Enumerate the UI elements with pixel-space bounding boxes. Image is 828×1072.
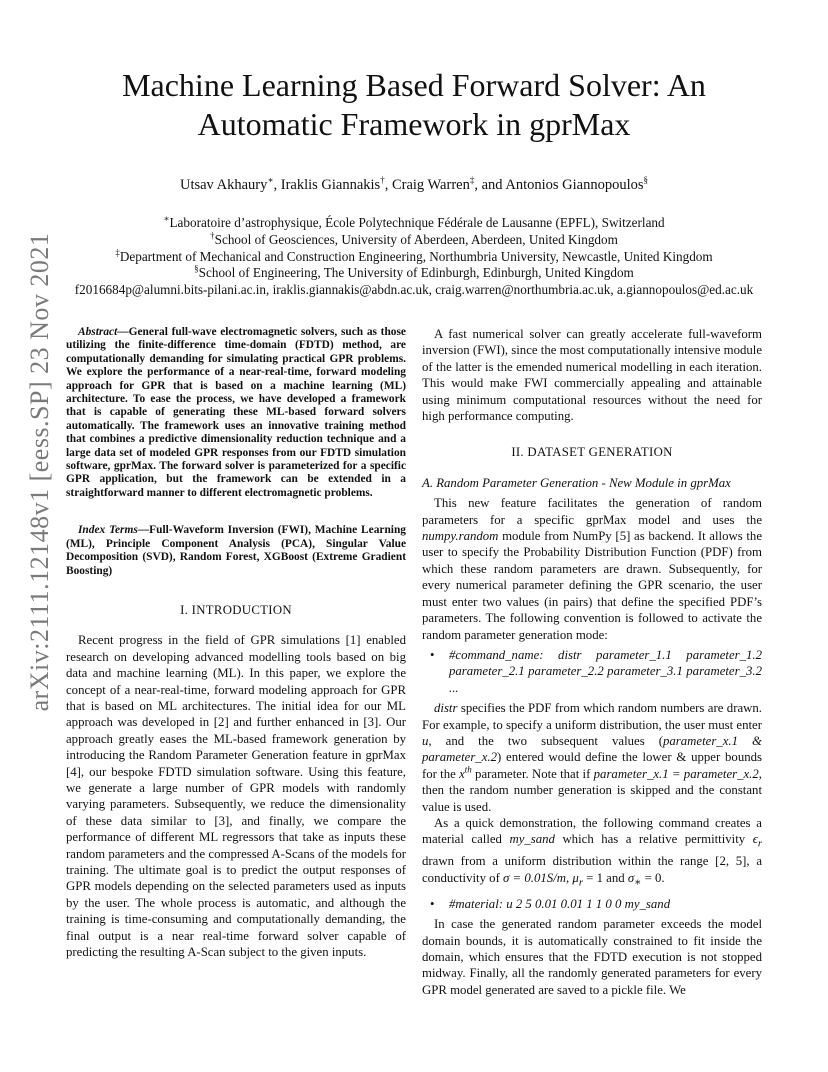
section-heading: II. DATASET GENERATION bbox=[511, 445, 673, 460]
affiliation bbox=[40, 232, 788, 248]
author-mark: ∗ bbox=[267, 175, 274, 186]
affiliation-text: School of Geosciences, University of Aberdeen, Aberdeen, United Kingdom bbox=[214, 232, 618, 247]
paragraph: In case the generated random parameter exceeds the model domain bounds, it is automatically constrained to fit inside the domain, which ensures that the FDTD execution is not stopped midway. Finally, all the randomly generated parameters for every GPR model generated are saved to a pickle file. We bbox=[422, 917, 762, 997]
text-emphasis: distr bbox=[434, 701, 458, 716]
math-symbol: x bbox=[459, 766, 465, 781]
text-emphasis: my_sand bbox=[509, 832, 555, 847]
affiliation-text: Laboratoire d’astrophysique, École Polytechnique Fédérale de Lausanne (EPFL), Switzerland bbox=[169, 215, 665, 230]
title-line-2: Automatic Framework in gprMax bbox=[197, 106, 631, 142]
index-terms bbox=[66, 524, 406, 578]
right-column bbox=[422, 326, 762, 998]
text-run: , and the two subsequent values ( bbox=[428, 733, 663, 748]
math-symbol: σ bbox=[627, 870, 635, 885]
text-run: = 1 and bbox=[582, 870, 628, 885]
command-text: #command_name: distr parameter_1.1 parameter_1.2 parameter_2.1 parameter_2.2 parameter_3.1 parameter_3.2 ... bbox=[449, 647, 762, 695]
abstract-text: —General full-wave electromagnetic solvers, such as those utilizing the finite-difference time-domain (FDTD) method, are computationally demanding for simulating practical GPR problems. We explore the performance of a near-real-time, forward modeling approach for GPR that is based on a machine learning (ML) architecture. To ease the process, we have developed a framework that is capable of generating these ML-based forward solvers automatically. The framework uses an innovative training method that combines a predictive dimensionality reduction technique and a large data set of modeled GPR responses from our FDTD simulation software, gprMax. The forward solver is parameterized for a specific GPR application, but the framework can be extended in a straightforward manner to different electromagnetic problems. bbox=[66, 326, 406, 499]
author-name: Iraklis Giannakis bbox=[280, 177, 381, 193]
text-emphasis: numpy.random bbox=[422, 529, 499, 544]
math-symbol: μ bbox=[572, 870, 579, 885]
paragraph bbox=[422, 815, 762, 892]
author-name: Utsav Akhaury bbox=[179, 177, 268, 193]
text-run: As a quick demonstration, the following command creates a material called bbox=[422, 815, 762, 847]
author-mark: § bbox=[643, 175, 649, 186]
math-subscript: r bbox=[578, 877, 583, 889]
index-terms-text: —Full-Waveform Inversion (FWI), Machine Learning (ML), Principle Component Analysis (PCA), Singular Value Decomposition (SVD), Random Forest, XGBoost (Extreme Gradient Boosting) bbox=[66, 524, 406, 577]
author-mark: † bbox=[380, 175, 385, 186]
intro-paragraph-2: A fast numerical solver can greatly accelerate full-waveform inversion (FWI), since the most computationally intensive module of the latter is the emended numerical modelling in each iteration. This would make FWI commercially appealing and attainable using minimum computational resources without the need for high performance computing. bbox=[422, 327, 762, 424]
bullet-icon: • bbox=[430, 647, 435, 662]
left-column bbox=[66, 326, 406, 960]
text-run: drawn from a uniform distribution within the range [2, 5], a conductivity of bbox=[422, 854, 762, 885]
math-expression: σ = 0.01S/m bbox=[503, 870, 566, 885]
list-item bbox=[422, 896, 762, 912]
affiliation-mark: ∗ bbox=[163, 213, 170, 224]
section-heading: I. INTRODUCTION bbox=[180, 602, 292, 617]
text-run: This new feature facilitates the generation of random parameters for a specific gprMax model and uses the bbox=[422, 496, 762, 527]
paragraph bbox=[422, 495, 762, 643]
command-text: #material: u 2 5 0.01 0.01 1 1 0 0 my_sand bbox=[449, 896, 671, 911]
intro-paragraph: Recent progress in the field of GPR simulations [1] enabled research on developing advanced modelling tools based on big data and machine learning (ML). In this paper, we explore the concept of a near-real-time, forward modeling approach for GPR that is based on ML architectures. The initial idea for our ML approach was developed in [2] and further enhanced in [3]. Our approach greatly eases the ML-based framework generation by introducing the Random Parameter Generation feature in gprMax [4], our bespoke FDTD simulation software. Using this feature, we generate a large number of GPR models with randomly varying parameters. Subsequently, we reduce the dimensionality of these data similar to [3], and finally, we compare the performance of different ML regressors that take as inputs these random parameters and the compressed A-Scans of the models for training. The ultimate goal is to predict the output responses of GPR models depending on the selected parameters used as inputs by the user. The whole process is automatic, and although the training is time-consuming and computationally demanding, the final output is a near real-time forward solver capable of predicting the resulting A-Scan subject to the given inputs. bbox=[66, 633, 406, 960]
author-name: Craig Warren bbox=[391, 177, 470, 193]
text-run: , bbox=[565, 870, 573, 885]
text-emphasis: parameter_x.1 & parameter_x.2 bbox=[422, 733, 762, 765]
affiliation bbox=[40, 215, 788, 231]
math-subscript: r bbox=[757, 838, 762, 850]
math-subscript: ∗ bbox=[634, 877, 642, 889]
text-run: specifies the PDF from which random numbers are drawn. For example, to specify a uniform distribution, the user must enter bbox=[422, 701, 762, 732]
author-emails: f2016684p@alumni.bits-pilani.ac.in, iraklis.giannakis@abdn.ac.uk, craig.warren@northumbria.ac.uk, a.giannopoulos@ed.ac.uk bbox=[74, 282, 754, 297]
text-run: ) entered would define the lower & upper bounds for the bbox=[422, 750, 762, 781]
author-list bbox=[60, 177, 768, 194]
affiliation-mark: † bbox=[210, 230, 215, 241]
text-run: , then the random number generation is skipped and the constant value is used. bbox=[422, 766, 762, 814]
list-item bbox=[422, 647, 762, 696]
title-line-1: Machine Learning Based Forward Solver: An bbox=[122, 67, 706, 103]
bullet-icon: • bbox=[430, 896, 435, 911]
paragraph bbox=[422, 700, 762, 815]
author-separator: , bbox=[384, 177, 392, 193]
text-run: which has a relative permittivity bbox=[554, 832, 753, 847]
author-mark: ‡ bbox=[469, 175, 475, 186]
text-run: module from NumPy [5] as backend. It allows the user to specify the Probability Distribution Function (PDF) from which these random parameters are drawn. Subsequently, for every numerical parameter defining the GPR scenario, the user must enter two values (in pairs) that define the specified PDF’s parameters. The following convention is followed to activate the random parameter generation mode: bbox=[422, 529, 762, 642]
author-name: Antonios Giannopoulos bbox=[505, 177, 644, 193]
affiliation-mark: § bbox=[194, 263, 199, 274]
arxiv-id: arXiv:2111.12148v1 [eess.SP] 23 Nov 2021 bbox=[25, 232, 54, 712]
index-terms-label: Index Terms bbox=[78, 524, 138, 537]
text-emphasis: u bbox=[422, 733, 429, 748]
math-symbol: ϵ bbox=[752, 832, 758, 847]
text-run: = 0. bbox=[641, 870, 665, 885]
paper-title bbox=[60, 66, 768, 144]
math-superscript: th bbox=[464, 764, 472, 775]
arxiv-stamp bbox=[20, 232, 60, 712]
author-separator: , bbox=[273, 177, 281, 193]
abstract bbox=[66, 326, 406, 500]
abstract-label: Abstract bbox=[78, 326, 118, 338]
affiliation bbox=[40, 249, 788, 265]
affiliation-mark: ‡ bbox=[115, 247, 120, 258]
affiliation-text: School of Engineering, The University of Edinburgh, Edinburgh, United Kingdom bbox=[198, 265, 634, 280]
affiliation-text: Department of Mechanical and Construction Engineering, Northumbria University, Newcastle, United Kingdom bbox=[119, 249, 713, 264]
subsection-heading: A. Random Parameter Generation - New Module in gprMax bbox=[422, 475, 731, 490]
text-run: parameter. Note that if bbox=[471, 766, 594, 781]
author-separator: , and bbox=[474, 177, 506, 193]
text-emphasis: parameter_x.1 = parameter_x.2 bbox=[593, 766, 759, 781]
affiliation bbox=[40, 265, 788, 281]
